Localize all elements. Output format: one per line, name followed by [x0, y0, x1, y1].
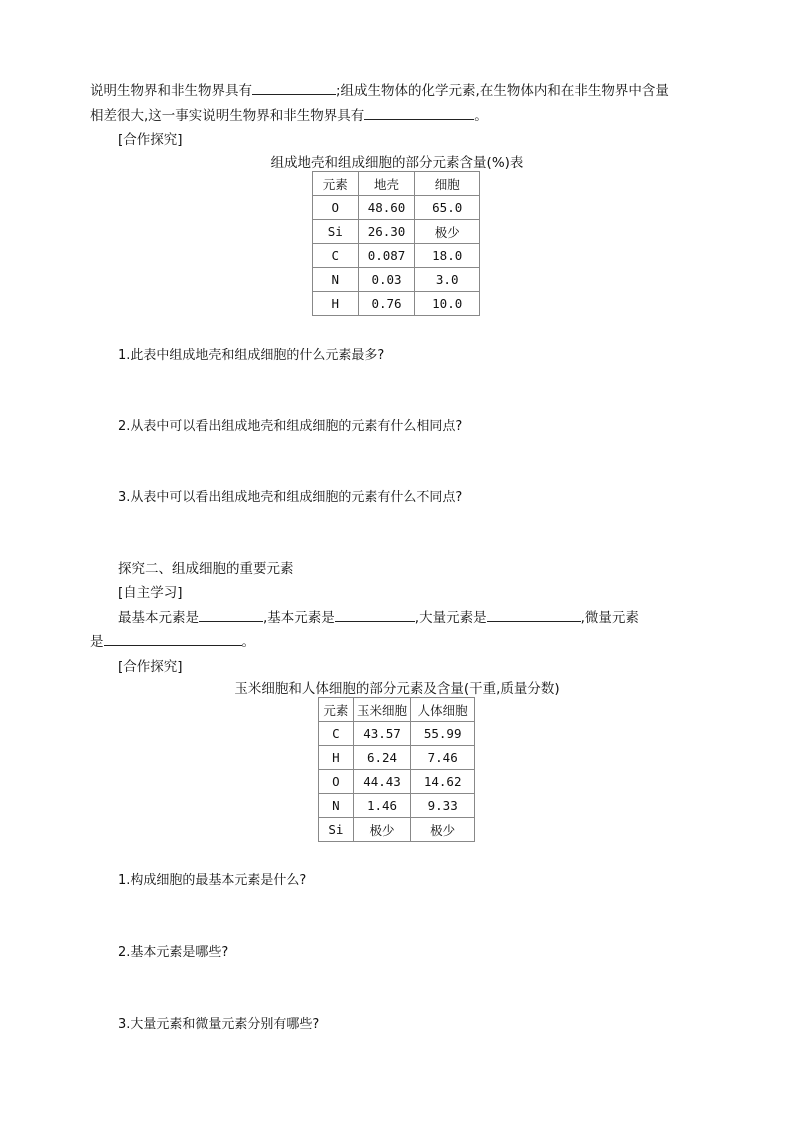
table-row: [319, 818, 475, 842]
table-cell: 极少: [353, 818, 411, 842]
table-cell: C: [313, 244, 359, 268]
table-row: [319, 746, 475, 770]
table-row: [313, 292, 480, 316]
table-cell: Si: [313, 220, 359, 244]
table-header-cell: 地壳: [358, 172, 415, 196]
table-cell: 极少: [415, 220, 480, 244]
answer-blank[interactable]: [335, 607, 415, 622]
table-cell: 43.57: [353, 722, 411, 746]
table-cell: 0.03: [358, 268, 415, 292]
table-cell: 10.0: [415, 292, 480, 316]
self-study-heading: [自主学习]: [118, 585, 183, 601]
fill-line-1: [118, 606, 639, 626]
table-cell: 55.99: [411, 722, 475, 746]
fill-text: 是: [90, 634, 104, 650]
table-cell: N: [313, 268, 359, 292]
answer-blank[interactable]: [199, 607, 263, 622]
table-cell: O: [319, 770, 354, 794]
intro-line-1: [90, 79, 669, 99]
fill-line-2: [90, 630, 255, 650]
table-header-cell: 玉米细胞: [353, 698, 411, 722]
element-content-table: [312, 171, 480, 316]
table-cell: N: [319, 794, 354, 818]
table-cell: 0.087: [358, 244, 415, 268]
fill-text: 最基本元素是: [118, 610, 199, 626]
intro-line-2: [90, 104, 488, 124]
question-item: 1.构成细胞的最基本元素是什么?: [118, 873, 307, 888]
fill-text: ,基本元素是: [263, 610, 335, 626]
table-cell: 9.33: [411, 794, 475, 818]
answer-blank[interactable]: [252, 80, 336, 95]
intro-text-2a: 相差很大,这一事实说明生物界和非生物界具有: [90, 108, 365, 124]
table-cell: O: [313, 196, 359, 220]
table-cell: 1.46: [353, 794, 411, 818]
table-cell: 48.60: [358, 196, 415, 220]
table-cell: 0.76: [358, 292, 415, 316]
table-caption: 组成地壳和组成细胞的部分元素含量(%)表: [270, 155, 524, 171]
question-item: 3.大量元素和微量元素分别有哪些?: [118, 1017, 320, 1032]
intro-text-1b: ;组成生物体的化学元素,在生物体内和在非生物界中含量: [336, 83, 669, 99]
question-item: 2.从表中可以看出组成地壳和组成细胞的元素有什么相同点?: [118, 419, 463, 434]
corn-human-table: [318, 697, 475, 842]
table-cell: 18.0: [415, 244, 480, 268]
table-cell: 6.24: [353, 746, 411, 770]
table-cell: 极少: [411, 818, 475, 842]
table-header-cell: 元素: [313, 172, 359, 196]
table-cell: Si: [319, 818, 354, 842]
fill-text: ,微量元素: [580, 610, 639, 626]
fill-text: ,大量元素是: [414, 610, 487, 626]
table-row: [313, 220, 480, 244]
table-cell: H: [313, 292, 359, 316]
table-row: [319, 722, 475, 746]
answer-blank[interactable]: [364, 105, 474, 120]
table-cell: 14.62: [411, 770, 475, 794]
table-row: [319, 794, 475, 818]
question-item: 3.从表中可以看出组成地壳和组成细胞的元素有什么不同点?: [118, 490, 463, 505]
section-heading: [合作探究]: [118, 659, 183, 675]
table-header-row: [313, 172, 480, 196]
answer-blank[interactable]: [487, 607, 581, 622]
table-row: [313, 244, 480, 268]
section-title: 探究二、组成细胞的重要元素: [118, 561, 294, 577]
fill-text: 。: [241, 634, 255, 650]
table-cell: 7.46: [411, 746, 475, 770]
table-header-cell: 细胞: [415, 172, 480, 196]
table-cell: 65.0: [415, 196, 480, 220]
table-cell: 3.0: [415, 268, 480, 292]
table-cell: 44.43: [353, 770, 411, 794]
table-cell: C: [319, 722, 354, 746]
table-header-row: [319, 698, 475, 722]
table-row: [313, 196, 480, 220]
table-caption: 玉米细胞和人体细胞的部分元素及含量(干重,质量分数): [234, 681, 560, 697]
question-item: 2.基本元素是哪些?: [118, 945, 229, 960]
table-cell: 26.30: [358, 220, 415, 244]
table-cell: H: [319, 746, 354, 770]
table-row: [319, 770, 475, 794]
question-item: 1.此表中组成地壳和组成细胞的什么元素最多?: [118, 348, 385, 363]
answer-blank[interactable]: [104, 631, 242, 646]
section-heading: [合作探究]: [118, 132, 183, 148]
table-header-cell: 元素: [319, 698, 354, 722]
table-row: [313, 268, 480, 292]
intro-text-2b: 。: [474, 108, 488, 124]
table-header-cell: 人体细胞: [411, 698, 475, 722]
intro-text-1a: 说明生物界和非生物界具有: [90, 83, 252, 99]
